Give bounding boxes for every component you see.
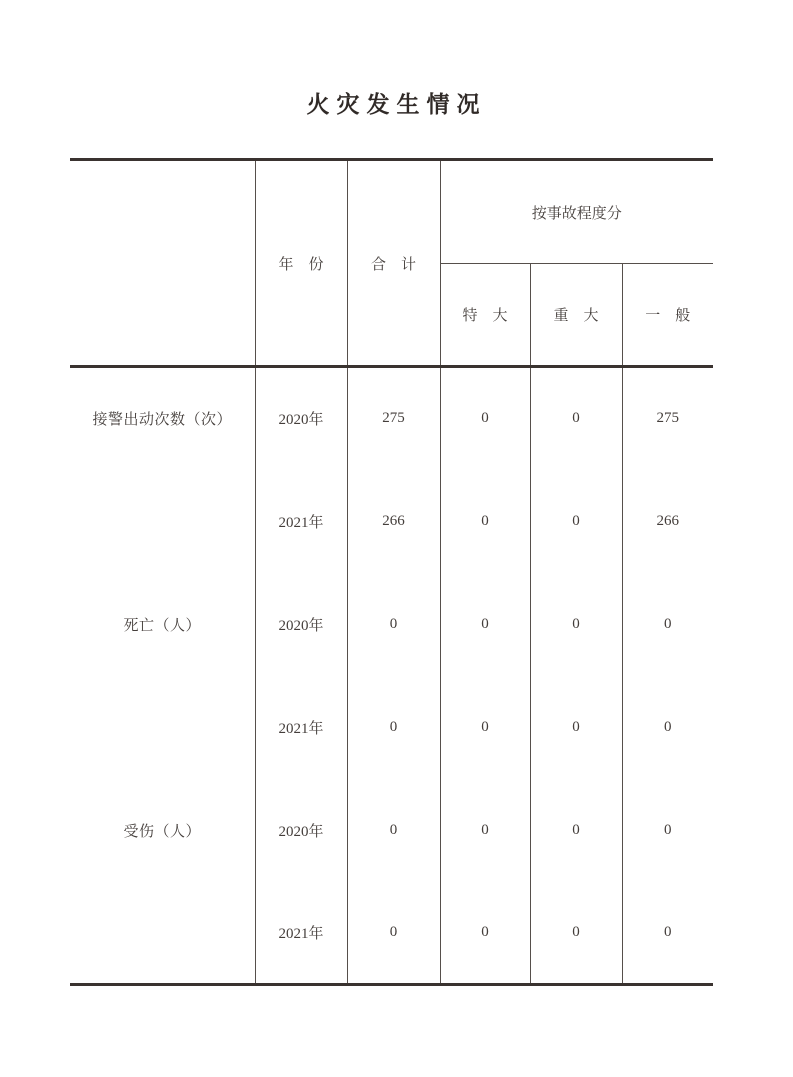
table-row-dispatches-2021	[70, 470, 713, 573]
row-label: 受伤（人）	[123, 823, 201, 840]
header-general: 一 般	[622, 264, 713, 367]
header-total: 合 计	[347, 160, 440, 367]
cell-extra-large: 0	[440, 470, 530, 573]
cell-total: 266	[347, 470, 440, 573]
row-label: 接警出动次数（次）	[92, 412, 232, 429]
header-extra-large: 特 大	[440, 264, 530, 367]
row-label	[70, 882, 255, 985]
cell-major: 0	[530, 470, 622, 573]
table-row-injuries-2021	[70, 882, 713, 985]
fire-statistics-table-wrap	[70, 158, 713, 986]
cell-total: 0	[347, 573, 440, 676]
cell-major: 0	[530, 573, 622, 676]
cell-total: 275	[347, 367, 440, 470]
cell-major: 0	[530, 367, 622, 470]
cell-year: 2021年	[255, 882, 347, 985]
header-major: 重 大	[530, 264, 622, 367]
page-title: 火灾发生情况	[306, 92, 487, 117]
cell-major: 0	[530, 676, 622, 779]
fire-statistics-table	[70, 158, 713, 986]
cell-total: 0	[347, 676, 440, 779]
cell-major: 0	[530, 882, 622, 985]
table-row-deaths-2021	[70, 676, 713, 779]
table-row-injuries-2020	[70, 779, 713, 882]
table-row-dispatches-2020	[70, 367, 713, 470]
cell-year: 2020年	[255, 367, 347, 470]
cell-extra-large: 0	[440, 676, 530, 779]
cell-total: 0	[347, 779, 440, 882]
cell-general: 0	[622, 573, 713, 676]
cell-general: 275	[622, 367, 713, 470]
cell-year: 2021年	[255, 470, 347, 573]
cell-extra-large: 0	[440, 573, 530, 676]
cell-major: 0	[530, 779, 622, 882]
table-row-deaths-2020	[70, 573, 713, 676]
header-corner-cell	[70, 160, 255, 367]
row-label	[70, 676, 255, 779]
cell-year: 2021年	[255, 676, 347, 779]
cell-year: 2020年	[255, 779, 347, 882]
cell-total: 0	[347, 882, 440, 985]
cell-general: 0	[622, 676, 713, 779]
cell-general: 0	[622, 779, 713, 882]
row-label	[70, 470, 255, 573]
cell-year: 2020年	[255, 573, 347, 676]
cell-extra-large: 0	[440, 882, 530, 985]
header-group-severity: 按事故程度分	[440, 160, 713, 264]
header-year: 年 份	[255, 160, 347, 367]
cell-general: 266	[622, 470, 713, 573]
cell-extra-large: 0	[440, 779, 530, 882]
cell-general: 0	[622, 882, 713, 985]
row-label: 死亡（人）	[123, 617, 201, 634]
cell-extra-large: 0	[440, 367, 530, 470]
